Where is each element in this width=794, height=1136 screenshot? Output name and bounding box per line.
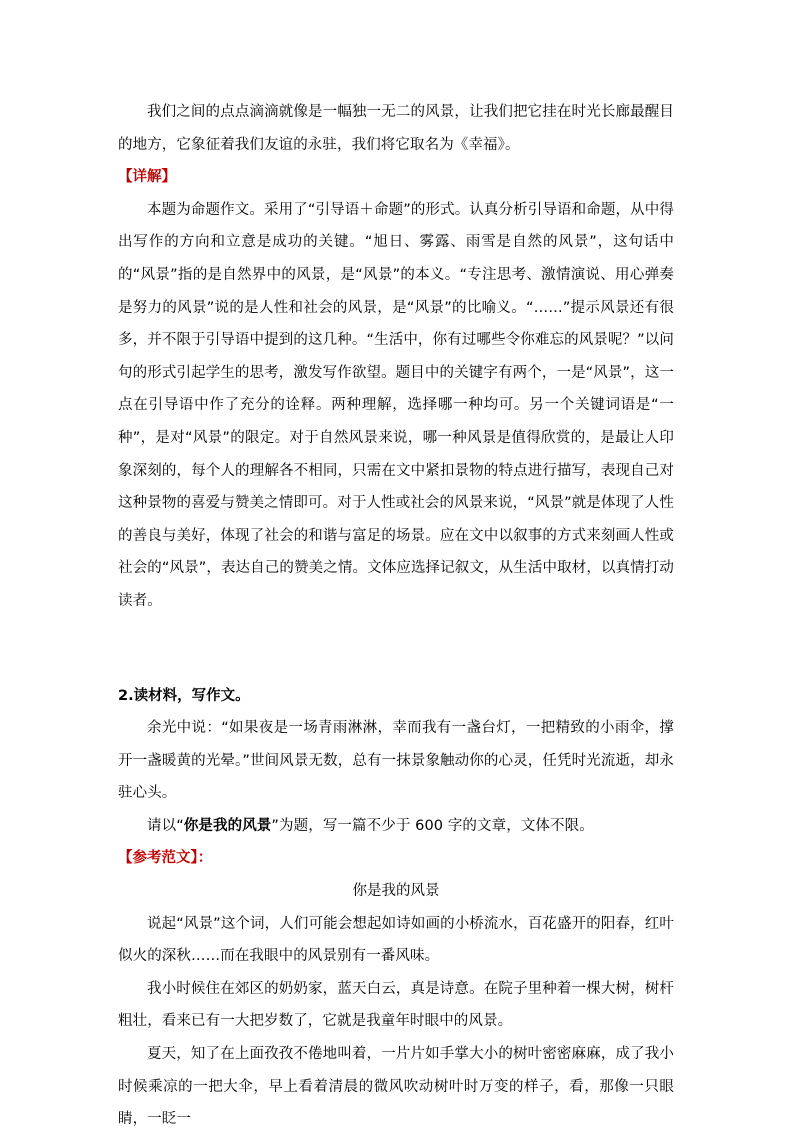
task-title: 你是我的风景: [183, 817, 272, 834]
reference-essay-heading: 【参考范文】：: [118, 850, 213, 867]
task-prefix: 请以“: [147, 817, 184, 834]
question-2-title: 2.读材料，写作文。: [118, 687, 250, 704]
essay-paragraph-2: 我小时候住在郊区的奶奶家，蓝天白云，真是诗意。在院子里种着一棵大树，树杆粗壮，看来已有一大把岁数了，它就是我童年时眼中的风景。: [118, 980, 674, 1030]
material-paragraph: 余光中说：“如果夜是一场青雨淋淋，幸而我有一盏台灯，一把精致的小雨伞，撑开一盏暖黄的光晕。”世间风景无数，总有一抹景象触动你的心灵，任凭时光流逝，却永驻心头。: [118, 720, 674, 802]
section-gap: [118, 618, 674, 680]
document-page: [118, 96, 674, 1136]
essay-title: 你是我的风景: [352, 883, 440, 900]
explanation-paragraph: 本题为命题作文。采用了“引导语＋命题”的形式。认真分析引导语和命题，从中得出写作的方向和立意是成功的关键。“旭日、雾露、雨雪是自然的风景”，这句话中的“风景”指的是自然界中的风景，是“风景”的本义。“专注思考、激情演说、用心弹奏是努力的风景”说的是人性和社会的风景，是“风景”的比喻义。“……”提示风景还有很多，并不限于引导语中提到的这几种。“生活中，你有过哪些令你难忘的风景呢？”以问句的形式引起学生的思考，激发写作欲望。题目中的关键字有两个，一是“风景”，这一点在引导语中作了充分的诠释。两种理解，选择哪一种均可。另一个关键词语是“一种”，是对“风景”的限定。对于自然风景来说，哪一种风景是值得欣赏的，是最让人印象深刻的，每个人的理解各不相同，只需在文中紧扣景物的特点进行描写，表现自己对这种景物的喜爱与赞美之情即可。对于人性或社会的风景来说，“风景”就是体现了人性的善良与美好，体现了社会的和谐与富足的场景。应在文中以叙事的方式来刻画人性或社会的“风景”，表达自己的赞美之情。文体应选择记叙文，从生活中取材，以真情打动读者。: [118, 201, 674, 609]
explanation-heading: 【详解】: [118, 169, 176, 186]
essay-ending-paragraph: 我们之间的点点滴滴就像是一幅独一无二的风景，让我们把它挂在时光长廊最醒目的地方，它象征着我们友谊的永驻，我们将它取名为《幸福》。: [118, 104, 674, 153]
essay-paragraph-1: 说起“风景”这个词，人们可能会想起如诗如画的小桥流水，百花盛开的阳春，红叶似火的深秋……而在我眼中的风景别有一番风味。: [118, 915, 674, 965]
task-suffix: ”为题，写一篇不少于 600 字的文章，文体不限。: [271, 817, 594, 834]
task-paragraph: [118, 810, 674, 843]
essay-paragraph-3: 夏天，知了在上面孜孜不倦地叫着，一片片如手掌大小的树叶密密麻麻，成了我小时候乘凉的一把大伞，早上看着清晨的微风吹动树叶时万变的样子，看，那像一只眼睛，一眨一: [118, 1046, 674, 1128]
